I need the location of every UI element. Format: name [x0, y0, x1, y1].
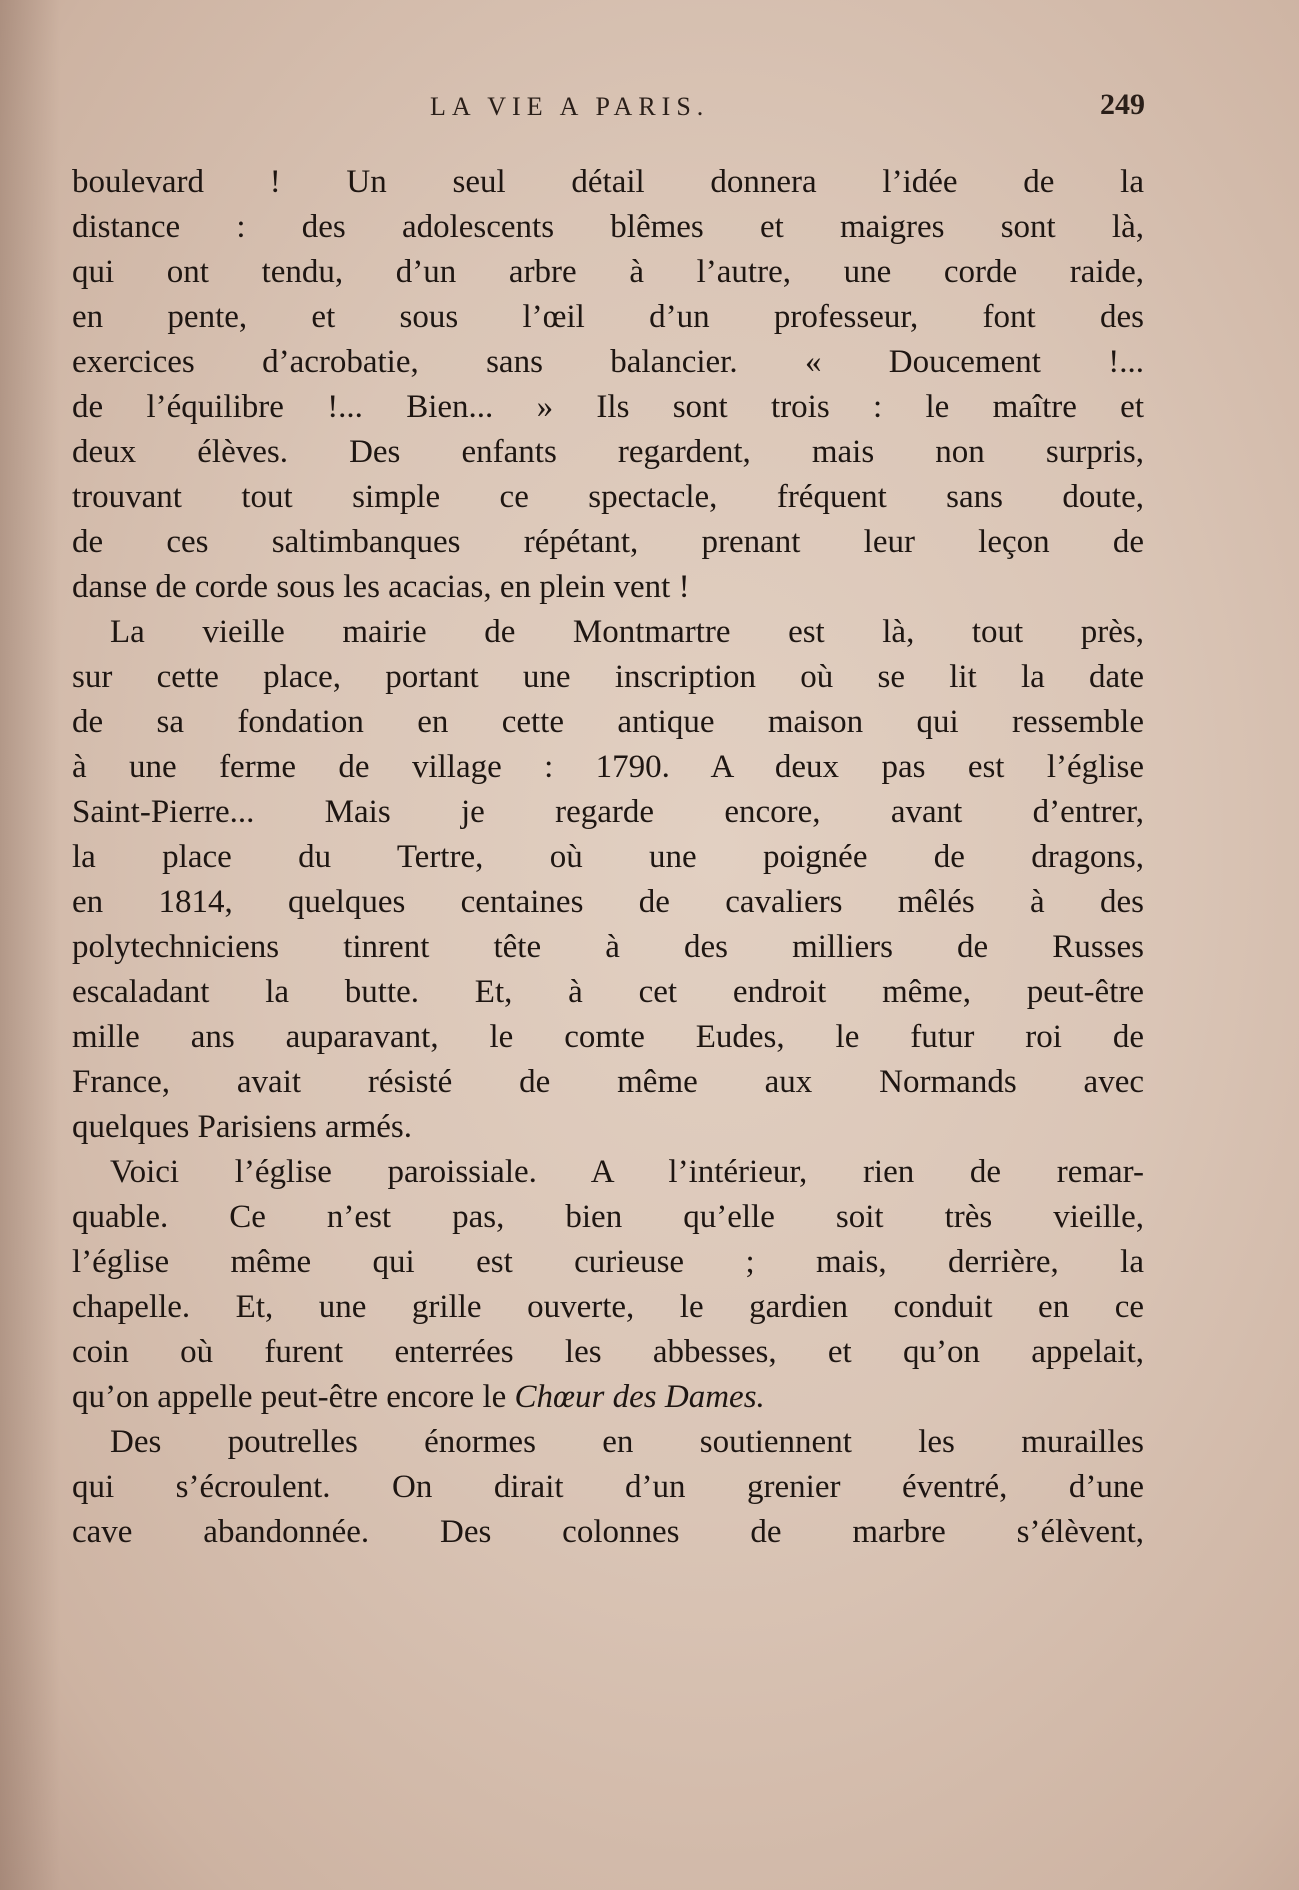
text-line: quelques Parisiens armés.: [72, 1109, 413, 1145]
text-line: exercices d’acrobatie, sans balancier. « Doucement !...: [72, 344, 1144, 380]
italic-text: Chœur des Dames.: [514, 1379, 765, 1415]
text-line: de sa fondation en cette antique maison qui ressemble: [72, 704, 1144, 740]
text-line: coin où furent enterrées les abbesses, et qu’on appelait,: [72, 1334, 1144, 1370]
text-line: Voici l’église paroissiale. A l’intérieur, rien de remar-: [110, 1154, 1144, 1190]
text-line: de ces saltimbanques répétant, prenant leur leçon de: [72, 524, 1144, 560]
text-line: deux élèves. Des enfants regardent, mais non surpris,: [72, 434, 1144, 470]
text-line: qui ont tendu, d’un arbre à l’autre, une corde raide,: [72, 254, 1144, 290]
text-line: quable. Ce n’est pas, bien qu’elle soit très vieille,: [72, 1199, 1144, 1235]
text-line: à une ferme de village : 1790. A deux pas est l’église: [72, 749, 1144, 785]
body-text: [72, 160, 1144, 1555]
text-line: France, avait résisté de même aux Normands avec: [72, 1064, 1144, 1100]
text-line-with-italic: [72, 1375, 1144, 1420]
text-line: la place du Tertre, où une poignée de dragons,: [72, 839, 1144, 875]
text-line: trouvant tout simple ce spectacle, fréquent sans doute,: [72, 479, 1144, 515]
text-line: La vieille mairie de Montmartre est là, tout près,: [110, 614, 1144, 650]
page-number: 249: [1100, 88, 1145, 121]
running-title: LA VIE A PARIS.: [430, 92, 710, 121]
page-header: [75, 88, 1155, 132]
text-line: danse de corde sous les acacias, en plein vent !: [72, 569, 690, 605]
text-line: boulevard ! Un seul détail donnera l’idée de la: [72, 164, 1144, 200]
text-line: distance : des adolescents blêmes et maigres sont là,: [72, 209, 1144, 245]
text-line: Des poutrelles énormes en soutiennent les murailles: [110, 1424, 1144, 1460]
text-line: polytechniciens tinrent tête à des milliers de Russes: [72, 929, 1144, 965]
text-line: l’église même qui est curieuse ; mais, derrière, la: [72, 1244, 1144, 1280]
text-line: sur cette place, portant une inscription où se lit la date: [72, 659, 1144, 695]
text-line: Saint-Pierre... Mais je regarde encore, avant d’entrer,: [72, 794, 1144, 830]
text-line: en pente, et sous l’œil d’un professeur, font des: [72, 299, 1144, 335]
text-line: de l’équilibre !... Bien... » Ils sont trois : le maître et: [72, 389, 1144, 425]
text-line: en 1814, quelques centaines de cavaliers mêlés à des: [72, 884, 1144, 920]
text-line: cave abandonnée. Des colonnes de marbre s’élèvent,: [72, 1514, 1144, 1550]
text-line: qui s’écroulent. On dirait d’un grenier éventré, d’une: [72, 1469, 1144, 1505]
text-line: escaladant la butte. Et, à cet endroit même, peut-être: [72, 974, 1144, 1010]
plain-text: qu’on appelle peut-être encore le: [72, 1379, 515, 1415]
text-line: mille ans auparavant, le comte Eudes, le futur roi de: [72, 1019, 1144, 1055]
page-edge-shadow: [0, 0, 60, 1890]
text-line: chapelle. Et, une grille ouverte, le gardien conduit en ce: [72, 1289, 1144, 1325]
